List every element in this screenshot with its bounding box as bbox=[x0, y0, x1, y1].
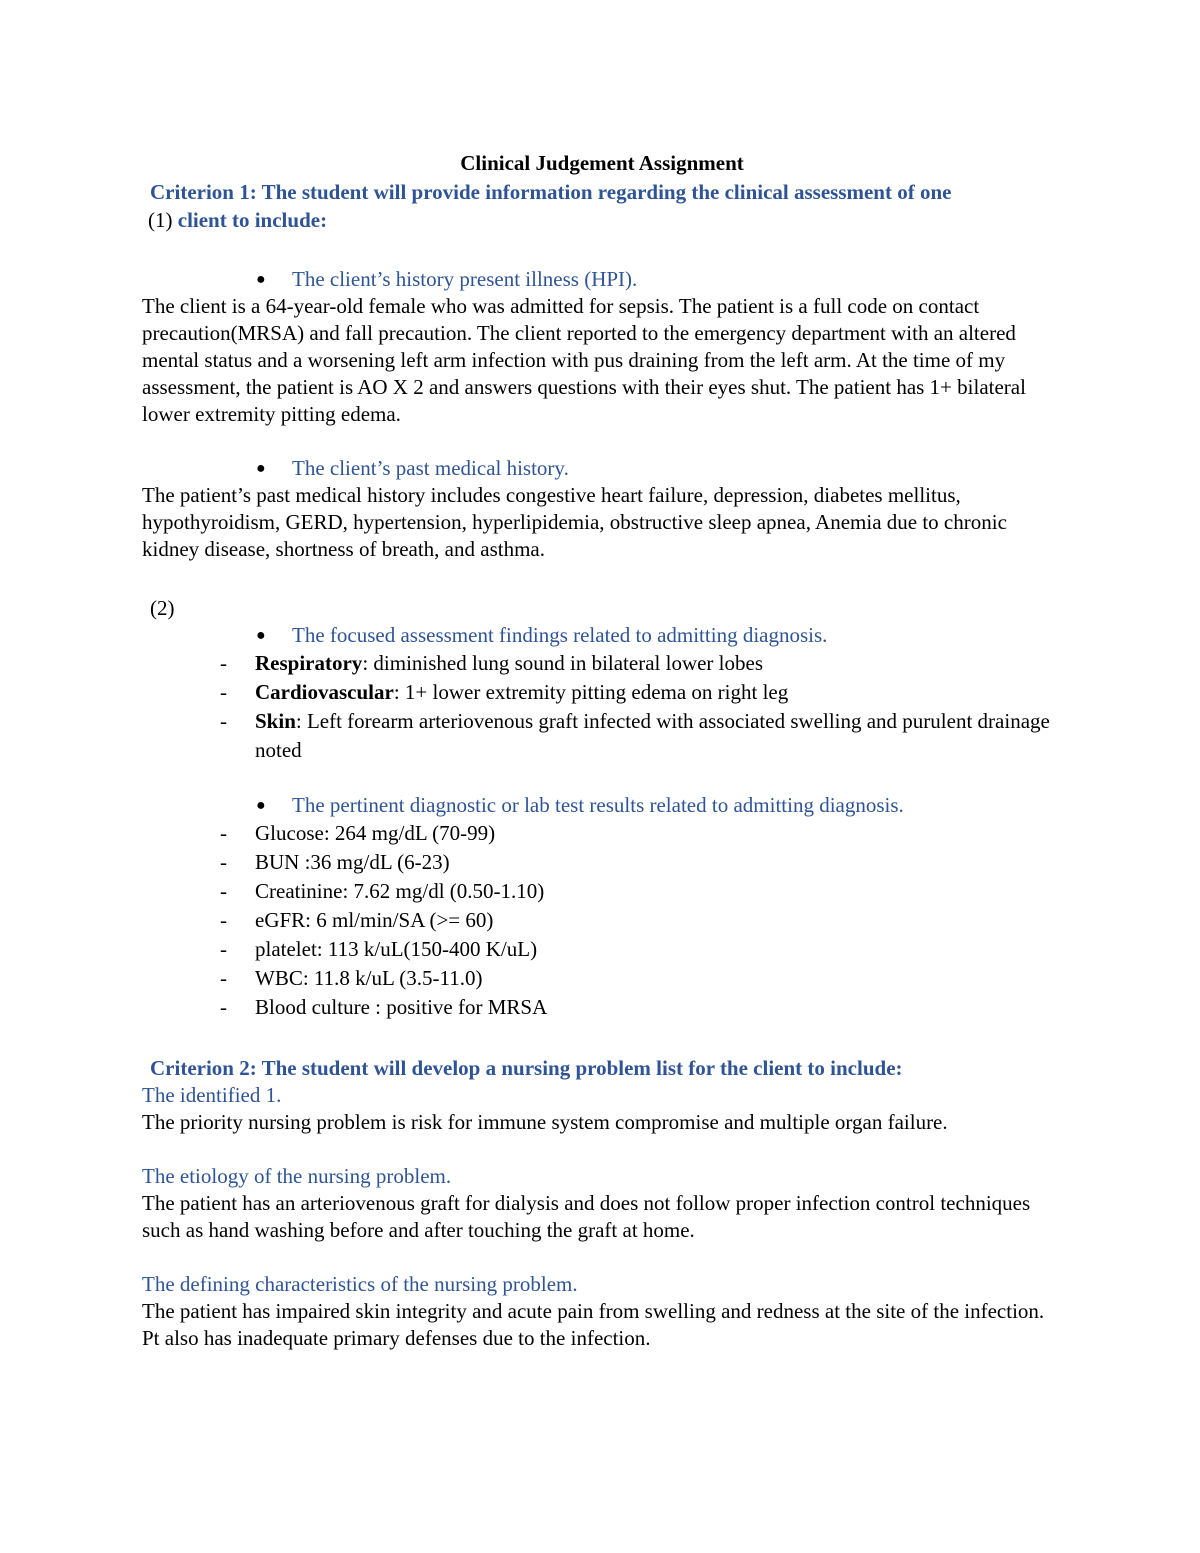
lab-value: platelet: 113 k/uL(150-400 K/uL) bbox=[255, 937, 538, 961]
finding-text: : Left forearm arteriovenous graft infected with associated swelling and purulent drainage noted bbox=[255, 709, 1050, 762]
section-2-number: (2) bbox=[150, 596, 175, 620]
criterion-1-heading-continued bbox=[148, 206, 1062, 234]
finding-text: : diminished lung sound in bilateral lower lobes bbox=[362, 651, 764, 675]
criterion-1-heading-cont: client to include: bbox=[177, 208, 328, 232]
page-title: Clinical Judgement Assignment bbox=[460, 151, 744, 175]
lab-item: - eGFR: 6 ml/min/SA (>= 60) bbox=[220, 908, 494, 932]
lab-item: - Creatinine: 7.62 mg/dl (0.50-1.10) bbox=[220, 879, 545, 903]
etiology-label: The etiology of the nursing problem. bbox=[142, 1164, 452, 1188]
focused-bullet bbox=[142, 622, 1062, 649]
criterion-1-number: (1) bbox=[148, 208, 173, 232]
lab-value: Creatinine: 7.62 mg/dl (0.50-1.10) bbox=[255, 879, 545, 903]
finding-text: : 1+ lower extremity pitting edema on right leg bbox=[393, 680, 789, 704]
lab-value: BUN :36 mg/dL (6-23) bbox=[255, 850, 450, 874]
labs-bullet bbox=[142, 792, 1062, 819]
lab-value: Glucose: 264 mg/dL (70-99) bbox=[255, 821, 496, 845]
bullet-icon: ● bbox=[256, 460, 266, 477]
pmh-text: The patient’s past medical history includes congestive heart failure, depression, diabetes mellitus, hypothyroidism, GERD, hypertension, hyperlipidemia, obstructive sleep apnea, Anemia due to chronic kidney disease, shortness of breath, and asthma. bbox=[142, 483, 1007, 561]
identified-text: The priority nursing problem is risk for immune system compromise and multiple organ failure. bbox=[142, 1110, 948, 1134]
lab-value: WBC: 11.8 k/uL (3.5-11.0) bbox=[255, 966, 483, 990]
lab-item: - Glucose: 264 mg/dL (70-99) bbox=[220, 821, 496, 845]
finding-item: - Respiratory: diminished lung sound in bilateral lower lobes bbox=[220, 651, 764, 675]
hpi-text: The client is a 64-year-old female who was admitted for sepsis. The patient is a full code on contact precaution(MRSA) and fall precaution. The client reported to the emergency department with an altered mental status and a worsening left arm infection with pus draining from the left arm. At the time of my assessment, the patient is AO X 2 and answers questions with their eyes shut. The patient has 1+ bilateral lower extremity pitting edema. bbox=[142, 294, 1026, 426]
focused-label: The focused assessment findings related to admitting diagnosis. bbox=[292, 623, 828, 647]
criterion-1-heading-text: Criterion 1: The student will provide information regarding the clinical assessment of one bbox=[150, 180, 952, 204]
hpi-label: The client’s history present illness (HPI). bbox=[292, 267, 638, 291]
defining-label: The defining characteristics of the nursing problem. bbox=[142, 1272, 578, 1296]
lab-item: - WBC: 11.8 k/uL (3.5-11.0) bbox=[220, 966, 483, 990]
lab-item: - Blood culture : positive for MRSA bbox=[220, 995, 548, 1019]
bullet-icon: ● bbox=[256, 271, 266, 288]
lab-item: - BUN :36 mg/dL (6-23) bbox=[220, 850, 450, 874]
finding-label: Skin bbox=[255, 709, 296, 733]
pmh-bullet bbox=[142, 455, 1062, 482]
finding-label: Respiratory bbox=[255, 651, 363, 675]
bullet-icon: ● bbox=[256, 797, 266, 814]
criterion-1-heading bbox=[150, 178, 1062, 206]
finding-item: - Skin: Left forearm arteriovenous graft infected with associated swelling and purulent drainage noted bbox=[220, 709, 1050, 762]
lab-item: - platelet: 113 k/uL(150-400 K/uL) bbox=[220, 937, 538, 961]
document-page bbox=[142, 148, 1062, 1352]
labs-label: The pertinent diagnostic or lab test results related to admitting diagnosis. bbox=[292, 793, 904, 817]
identified-label: The identified 1. bbox=[142, 1083, 282, 1107]
defining-text: The patient has impaired skin integrity and acute pain from swelling and redness at the site of the infection. Pt also has inadequate primary defenses due to the infection. bbox=[142, 1299, 1045, 1350]
etiology-text: The patient has an arteriovenous graft for dialysis and does not follow proper infection control techniques such as hand washing before and after touching the graft at home. bbox=[142, 1191, 1031, 1242]
finding-label: Cardiovascular bbox=[255, 680, 394, 704]
bullet-icon: ● bbox=[256, 627, 266, 644]
pmh-label: The client’s past medical history. bbox=[292, 456, 569, 480]
criterion-2-heading: Criterion 2: The student will develop a nursing problem list for the client to include: bbox=[150, 1056, 903, 1080]
lab-value: Blood culture : positive for MRSA bbox=[255, 995, 548, 1019]
lab-value: eGFR: 6 ml/min/SA (>= 60) bbox=[255, 908, 494, 932]
hpi-bullet bbox=[142, 266, 1062, 293]
finding-item: - Cardiovascular: 1+ lower extremity pitting edema on right leg bbox=[220, 680, 789, 704]
